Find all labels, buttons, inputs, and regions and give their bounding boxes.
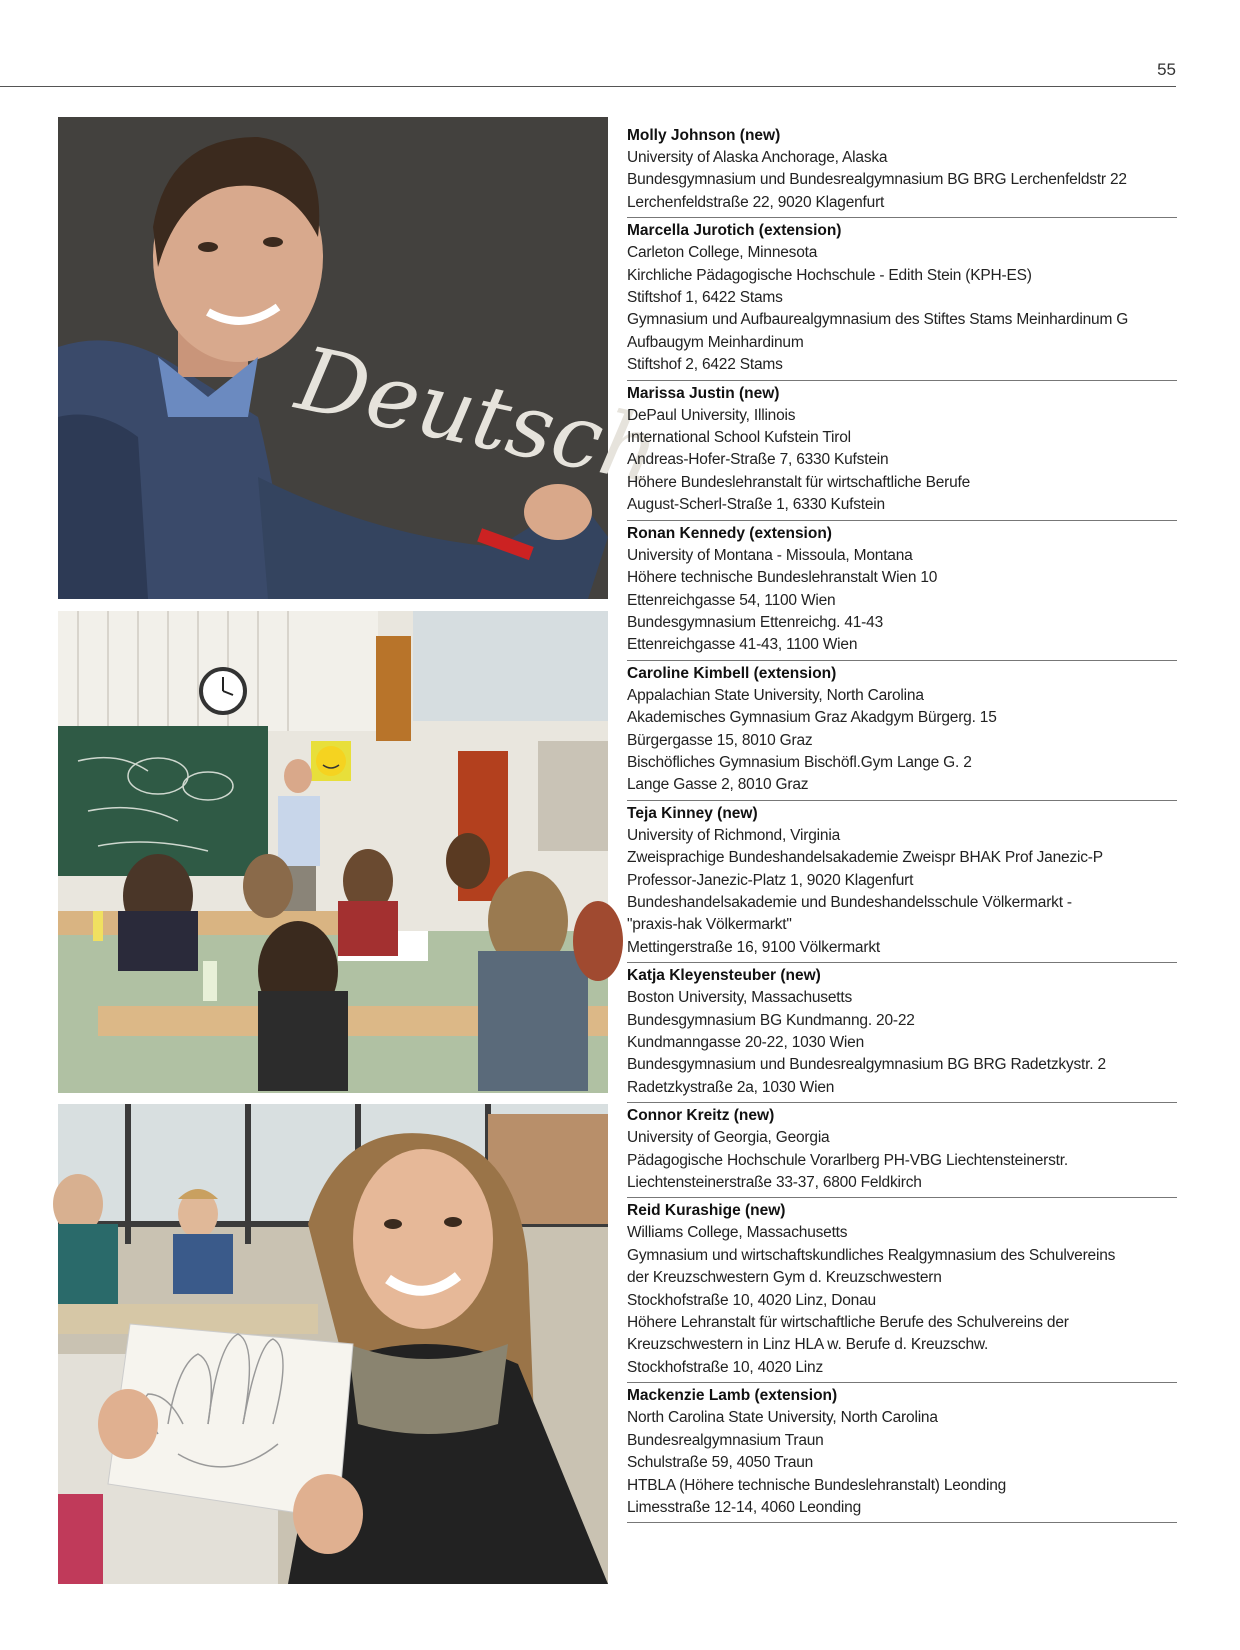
entry-line: der Kreuzschwestern Gym d. Kreuzschwestern (627, 1269, 942, 1287)
entry-line: University of Georgia, Georgia (627, 1129, 830, 1147)
entry-block (627, 1198, 1177, 1383)
entry-line: Schulstraße 59, 4050 Traun (627, 1454, 814, 1472)
classroom-photo (58, 611, 608, 1093)
entry-line: Kirchliche Pädagogische Hochschule - Edith Stein (KPH-ES) (627, 266, 1032, 284)
entry-line: Kundmanngasse 20-22, 1030 Wien (627, 1034, 864, 1051)
student-holding-drawing-photo (58, 1104, 608, 1584)
entry-line: Höhere Lehranstalt für wirtschaftliche Berufe des Schulvereins der (627, 1314, 1069, 1332)
entry-line: Kreuzschwestern in Linz HLA w. Berufe d. Kreuzschw. (627, 1336, 989, 1354)
entry-line: Ettenreichgasse 54, 1100 Wien (627, 591, 836, 609)
entry-line: Stiftshof 2, 6422 Stams (627, 356, 783, 374)
entry-name: Reid Kurashige (new) (627, 1202, 786, 1220)
entry-line: Appalachian State University, North Carolina (627, 686, 924, 704)
entry-line: Pädagogische Hochschule Vorarlberg PH-VBG Liechtensteinerstr. (627, 1151, 1068, 1169)
entry-name: Connor Kreitz (new) (627, 1107, 775, 1125)
entry-line: Limesstraße 12-14, 4060 Leonding (627, 1498, 862, 1516)
entry-line: August-Scherl-Straße 1, 6330 Kufstein (627, 496, 885, 514)
entry-line: Mettingerstraße 16, 9100 Völkermarkt (627, 938, 880, 956)
entry-name: Marissa Justin (new) (627, 384, 780, 402)
entry-line: Lange Gasse 2, 8010 Graz (627, 776, 809, 794)
entry-line: Professor-Janezic-Platz 1, 9020 Klagenfurt (627, 871, 914, 889)
entry-line: North Carolina State University, North Carolina (627, 1409, 938, 1427)
entry-line: Williams College, Massachusetts (627, 1224, 848, 1242)
entry-name: Marcella Jurotich (extension) (627, 222, 842, 240)
entry-line: Akademisches Gymnasium Graz Akadgym Bürgerg. 15 (627, 709, 997, 727)
entry-line: Höhere technische Bundeslehranstalt Wien 10 (627, 569, 938, 587)
entries-list (627, 123, 1177, 1523)
entry-line: Bundesgymnasium und Bundesrealgymnasium BG BRG Radetzkystr. 2 (627, 1056, 1106, 1074)
entry-block (627, 123, 1177, 218)
entry-block (627, 661, 1177, 801)
entry-line: Bischöfliches Gymnasium Bischöfl.Gym Lange G. 2 (627, 753, 972, 771)
entry-line: Carleton College, Minnesota (627, 244, 818, 262)
entry-block (627, 1383, 1177, 1523)
teacher-chalkboard-photo (58, 117, 668, 599)
entry-block (627, 521, 1177, 661)
entry-line: Stockhofstraße 10, 4020 Linz (627, 1358, 824, 1376)
entry-line: Lerchenfeldstraße 22, 9020 Klagenfurt (627, 193, 885, 211)
entry-block (627, 381, 1177, 521)
chalk-text: Deutsch (288, 326, 668, 504)
entry-line: "praxis-hak Völkermarkt" (627, 916, 792, 934)
entry-name: Katja Kleyensteuber (new) (627, 967, 821, 985)
entry-line: Bundeshandelsakademie und Bundeshandelsschule Völkermarkt - (627, 893, 1072, 911)
entry-line: University of Montana - Missoula, Montana (627, 546, 913, 564)
entry-line: Gymnasium und Aufbaurealgymnasium des Stiftes Stams Meinhardinum G (627, 311, 1129, 329)
entry-line: Höhere Bundeslehranstalt für wirtschaftliche Berufe (627, 473, 971, 491)
entry-line: Boston University, Massachusetts (627, 989, 853, 1007)
entry-name: Mackenzie Lamb (extension) (627, 1387, 838, 1405)
entry-line: Bundesgymnasium und Bundesrealgymnasium BG BRG Lerchenfeldstr 22 (627, 171, 1127, 189)
entry-line: Gymnasium und wirtschaftskundliches Realgymnasium des Schulvereins (627, 1246, 1116, 1264)
entry-line: Stockhofstraße 10, 4020 Linz, Donau (627, 1291, 876, 1309)
entry-line: HTBLA (Höhere technische Bundeslehranstalt) Leonding (627, 1476, 1007, 1494)
entry-line: Bundesrealgymnasium Traun (627, 1431, 824, 1449)
page-number: 55 (1157, 60, 1176, 79)
entry-name: Teja Kinney (new) (627, 804, 758, 822)
entry-line: Ettenreichgasse 41-43, 1100 Wien (627, 636, 858, 654)
entry-line: Zweisprachige Bundeshandelsakademie Zweispr BHAK Prof Janezic-P (627, 849, 1103, 867)
entry-line: University of Richmond, Virginia (627, 826, 840, 844)
entry-line: Radetzkystraße 2a, 1030 Wien (627, 1078, 835, 1096)
entry-line: Bundesgymnasium BG Kundmanng. 20-22 (627, 1011, 915, 1029)
entry-line: International School Kufstein Tirol (627, 429, 851, 447)
entry-line: University of Alaska Anchorage, Alaska (627, 149, 888, 166)
entry-block (627, 963, 1177, 1103)
entry-line: DePaul University, Illinois (627, 406, 796, 424)
entry-name: Ronan Kennedy (extension) (627, 524, 832, 542)
entry-block (627, 1103, 1177, 1198)
entry-line: Stiftshof 1, 6422 Stams (627, 289, 783, 307)
entry-line: Bürgergasse 15, 8010 Graz (627, 731, 813, 749)
entry-line: Andreas-Hofer-Straße 7, 6330 Kufstein (627, 451, 889, 469)
entry-line: Liechtensteinerstraße 33-37, 6800 Feldkirch (627, 1174, 922, 1192)
entry-block (627, 801, 1177, 963)
entry-line: Aufbaugym Meinhardinum (627, 333, 804, 351)
entry-name: Molly Johnson (new) (627, 127, 781, 144)
header-rule (0, 86, 1176, 87)
entry-block (627, 218, 1177, 380)
entry-line: Bundesgymnasium Ettenreichg. 41-43 (627, 613, 883, 631)
entry-name: Caroline Kimbell (extension) (627, 664, 837, 682)
